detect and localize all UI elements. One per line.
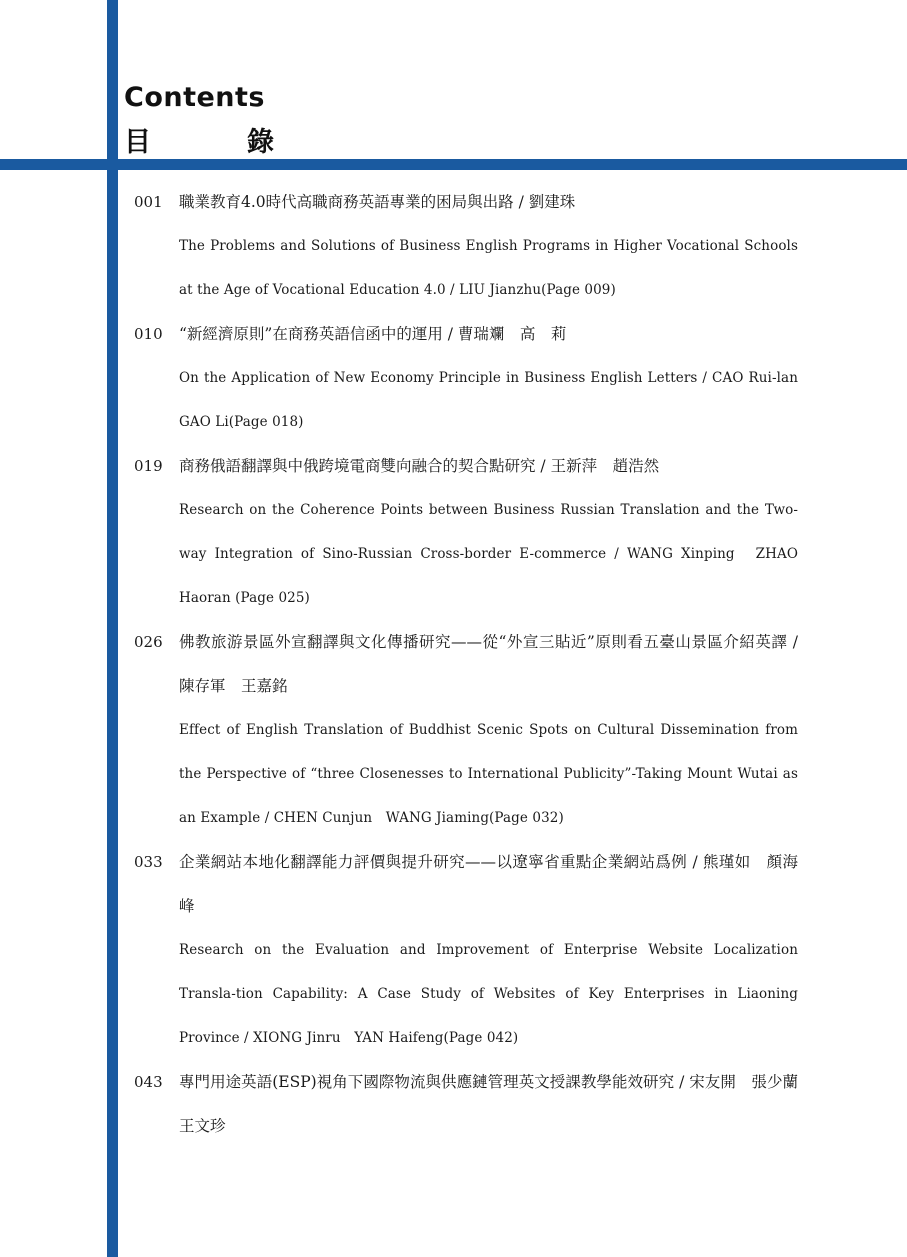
page-title-zh-char-2: 錄 [247, 127, 274, 158]
toc-page-number: 001 [134, 193, 163, 211]
toc-title-en: The Problems and Solutions of Business English Programs in Higher Vocational Schools at the Age of Vocational Education 4.0 / LIU Jianzhu(Page 009) [179, 238, 798, 298]
page-title-en: Contents [124, 82, 266, 113]
toc-page-number: 043 [134, 1073, 163, 1091]
toc-title-en: Research on the Evaluation and Improvement of Enterprise Website Localization Transla-tion Capability: A Case Study of Websites of Key Enterprises in Liaoning Province / XIONG Jinru YAN Haifeng(Page 042) [179, 942, 798, 1046]
toc-page-number: 010 [134, 325, 163, 343]
toc-entry [134, 180, 798, 312]
toc-entry [134, 444, 798, 620]
toc-page-number: 026 [134, 633, 163, 651]
page-title-zh-char-1: 目 [124, 127, 151, 158]
toc-title-zh: “新經濟原則”在商務英語信函中的運用 / 曹瑞斕 高 莉 [179, 325, 567, 343]
toc-title-zh: 商務俄語翻譯與中俄跨境電商雙向融合的契合點研究 / 王新萍 趙浩然 [179, 457, 660, 475]
toc-entry [134, 312, 812, 444]
toc-title-en: On the Application of New Economy Principle in Business English Letters / CAO Rui-lan GAO Li(Page 018) [179, 370, 812, 430]
toc-title-zh: 專門用途英語(ESP)視角下國際物流與供應鏈管理英文授課教學能效研究 / 宋友開 張少蘭 王文珍 [179, 1073, 814, 1135]
toc-title-en: Effect of English Translation of Buddhist Scenic Spots on Cultural Dissemination from the Perspective of “three Closenesses to International Publicity”-Taking Mount Wutai as an Example / CHEN Cunjun WANG Jiaming(Page 032) [179, 722, 798, 826]
toc-page-number: 019 [134, 457, 163, 475]
toc-entry [134, 1060, 814, 1148]
toc-entry [134, 840, 798, 1060]
toc-entry [134, 620, 798, 840]
page-title-zh [124, 120, 274, 159]
toc-title-en: Research on the Coherence Points between Business Russian Translation and the Two-way Integration of Sino-Russian Cross-border E-commerce / WANG Xinping ZHAO Haoran (Page 025) [179, 502, 798, 606]
toc-title-zh: 佛教旅游景區外宣翻譯與文化傳播研究——從“外宣三貼近”原則看五臺山景區介紹英譯 / 陳存軍 王嘉銘 [179, 633, 798, 695]
toc-title-zh: 企業網站本地化翻譯能力評價與提升研究——以遼寧省重點企業網站爲例 / 熊瑾如 顏海峰 [179, 853, 798, 915]
table-of-contents [134, 180, 814, 1148]
toc-page-number: 033 [134, 853, 163, 871]
header-rule [0, 159, 907, 170]
toc-title-zh: 職業教育4.0時代高職商務英語專業的困局與出路 / 劉建珠 [179, 193, 576, 211]
left-accent-bar [107, 0, 118, 1257]
